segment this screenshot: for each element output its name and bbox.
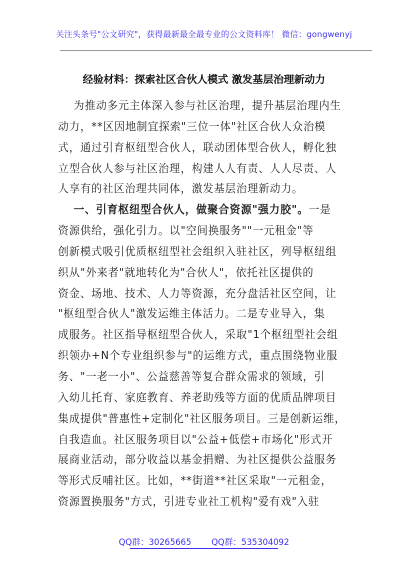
- body-line: 务、"一老一小"、公益慈善等复合群众需求的领域，引: [58, 370, 326, 383]
- body-line: "枢纽型合伙人"激发运维主体活力。二是专业导入，集: [58, 308, 326, 321]
- body-line: 资源供给，强化引力。以"空间换服务""一元租金"等: [58, 225, 314, 238]
- heading-continuation: 一是: [308, 204, 331, 217]
- body-line: 动力，**区因地制宜探索"三位一体"社区合伙人众治模: [58, 120, 326, 133]
- section-heading-line: [58, 200, 358, 221]
- body-line: 立型合伙人参与社区治理，构建人人有责、人人尽责、人: [58, 162, 337, 175]
- body-line: 入幼儿托育、家庭教育、养老助残等方面的优质品牌项目: [58, 391, 337, 404]
- body-line: 创新模式吸引优质枢纽型社会组织入驻社区，列导枢纽组: [58, 245, 337, 258]
- footer-underline: [130, 548, 278, 549]
- body-line: 织从"外来者"就地转化为"合伙人"，依托社区提供的: [58, 266, 314, 279]
- body-line: 式，通过引育枢纽型合伙人，联动团体型合伙人，孵化独: [58, 141, 337, 154]
- body-line: 人享有的社区治理共同体，激发基层治理新动力。: [58, 183, 304, 196]
- body-line: 展商业活动，部分收益以基金捐赠、为社区提供公益服务: [58, 454, 337, 467]
- body-line: 资源置换服务"方式，引进专业社工机构"爱有戏"入驻: [58, 496, 320, 509]
- body-line: 自我造血。社区服务项目以"公益+低偿+市场化"形式开: [58, 433, 333, 446]
- heading-indent: [58, 204, 74, 216]
- body-line: 成服务。社区指导枢纽型合伙人，采取"1个枢纽型社会组: [58, 329, 339, 342]
- footer-qq-groups: [0, 536, 408, 548]
- body-line: 资金、场地、技术、人力等资源，充分盘活社区空间，让: [58, 287, 337, 300]
- body-line: 为推动多元主体深入参与社区治理，提升基层治理内生: [58, 100, 342, 112]
- header-divider: [60, 50, 372, 51]
- qq-group-1[interactable]: QQ群：30265665: [118, 537, 192, 547]
- document-title: 经验材料：探索社区合伙人模式 激发基层治理新动力: [82, 74, 326, 86]
- body-line: 织领办+N个专业组织参与"的运维方式，重点围绕物业服: [58, 350, 338, 363]
- document-body: [58, 96, 358, 513]
- body-line: 等形式反哺社区。比如，**街道**社区采取"一元租金，: [58, 475, 332, 488]
- qq-group-2[interactable]: QQ群：535304092: [211, 537, 290, 547]
- section-heading: 一、引育枢纽型合伙人，做聚合资源"强力胶"。: [73, 204, 309, 217]
- body-line: 集成提供"普惠性+定制化"社区服务项目。三是创新运维，: [58, 412, 346, 425]
- header-banner[interactable]: 关注头条号"公文研究"，获得最新最全最专业的公文资料库！ 微信：gongwenyj: [55, 29, 353, 39]
